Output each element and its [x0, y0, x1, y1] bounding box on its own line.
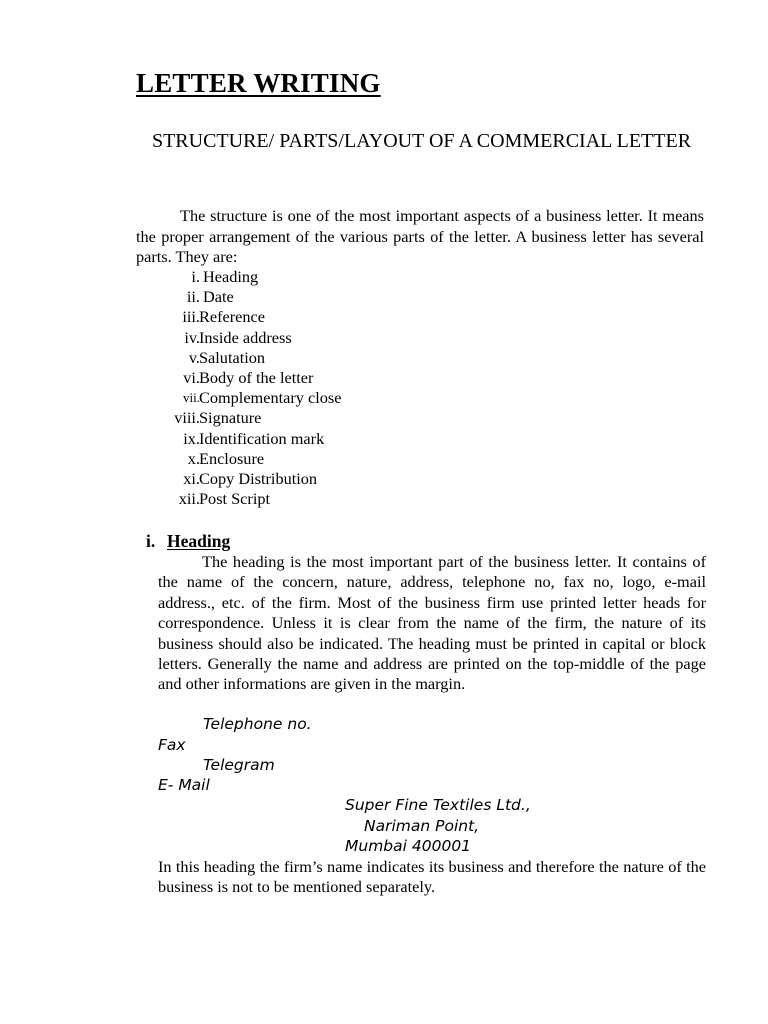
- list-item: [136, 489, 536, 509]
- closing-paragraph: In this heading the firm’s name indicates its business and therefore the nature of the business is not to be mentioned separately.: [158, 857, 706, 897]
- example-fax: Fax: [158, 736, 186, 754]
- section-heading: [146, 531, 230, 552]
- list-item: [136, 348, 536, 368]
- list-item-number: ix.: [183, 428, 200, 448]
- list-item: [136, 368, 536, 388]
- document-subtitle: STRUCTURE/ PARTS/LAYOUT OF A COMMERCIAL LETTER: [151, 130, 692, 152]
- list-item-label: Reference: [199, 307, 265, 327]
- list-item-number: i.: [191, 267, 200, 286]
- list-item-label: Inside address: [199, 327, 292, 347]
- list-item: [136, 408, 536, 428]
- intro-text: The structure is one of the most important aspects of a business letter. It means the proper arrangement of the various parts of the letter. A business letter has several parts. They are:: [136, 206, 704, 266]
- list-item: [136, 307, 536, 327]
- letter-parts-list: [136, 267, 536, 509]
- list-item-number: ii.: [186, 287, 200, 307]
- list-item-label: Complementary close: [199, 388, 342, 408]
- example-telephone: Telephone no.: [203, 715, 312, 733]
- list-item-number: vi.: [183, 367, 200, 387]
- example-company-name: Super Fine Textiles Ltd.,: [345, 796, 531, 814]
- list-item-label: Copy Distribution: [199, 468, 318, 488]
- list-item-label: Post Script: [199, 489, 271, 509]
- section-body-text: The heading is the most important part of the business letter. It contains of the name of the concern, nature, address, telephone no, fax no, logo, e-mail address., etc. of the firm. Most of the business firm use printed letter heads for correspondence. Unless it is clear from the name of the firm, the nature of its business should also be indicated. The heading must be printed in capital or block letters. Generally the name and address are printed on the top-middle of the page and other informations are given in the margin.: [158, 552, 706, 694]
- list-item: [136, 287, 536, 307]
- list-item-number: viii.: [174, 408, 200, 428]
- list-item-number: x.: [187, 448, 200, 468]
- list-item-label: Body of the letter: [199, 367, 314, 387]
- example-city: Mumbai 400001: [345, 837, 472, 855]
- list-item-number: xii.: [178, 489, 200, 509]
- list-item-number: iii.: [182, 307, 200, 327]
- list-item-label: Identification mark: [199, 428, 325, 448]
- list-item-label: Signature: [199, 408, 262, 428]
- page-title: LETTER WRITING: [136, 68, 381, 98]
- list-item-label: Heading: [203, 267, 259, 286]
- section-title: Heading: [167, 531, 231, 551]
- section-number: i.: [146, 531, 156, 551]
- list-item-number: iv.: [184, 327, 200, 347]
- list-item: [136, 328, 536, 348]
- example-telegram: Telegram: [203, 756, 275, 774]
- list-item: [136, 469, 536, 489]
- list-item-label: Enclosure: [199, 448, 265, 468]
- list-item: [136, 388, 536, 408]
- list-item: [136, 267, 536, 287]
- list-item-number: xi.: [183, 468, 200, 488]
- example-email: E- Mail: [158, 776, 210, 794]
- list-item: [136, 429, 536, 449]
- list-item-label: Salutation: [199, 347, 266, 367]
- example-street: Nariman Point,: [364, 817, 480, 835]
- section-body-paragraph: [158, 552, 706, 695]
- list-item-label: Date: [203, 287, 234, 307]
- list-item-number: v.: [188, 347, 200, 367]
- list-item: [136, 449, 536, 469]
- list-item-number: vii.: [183, 390, 200, 406]
- intro-paragraph: [136, 206, 704, 268]
